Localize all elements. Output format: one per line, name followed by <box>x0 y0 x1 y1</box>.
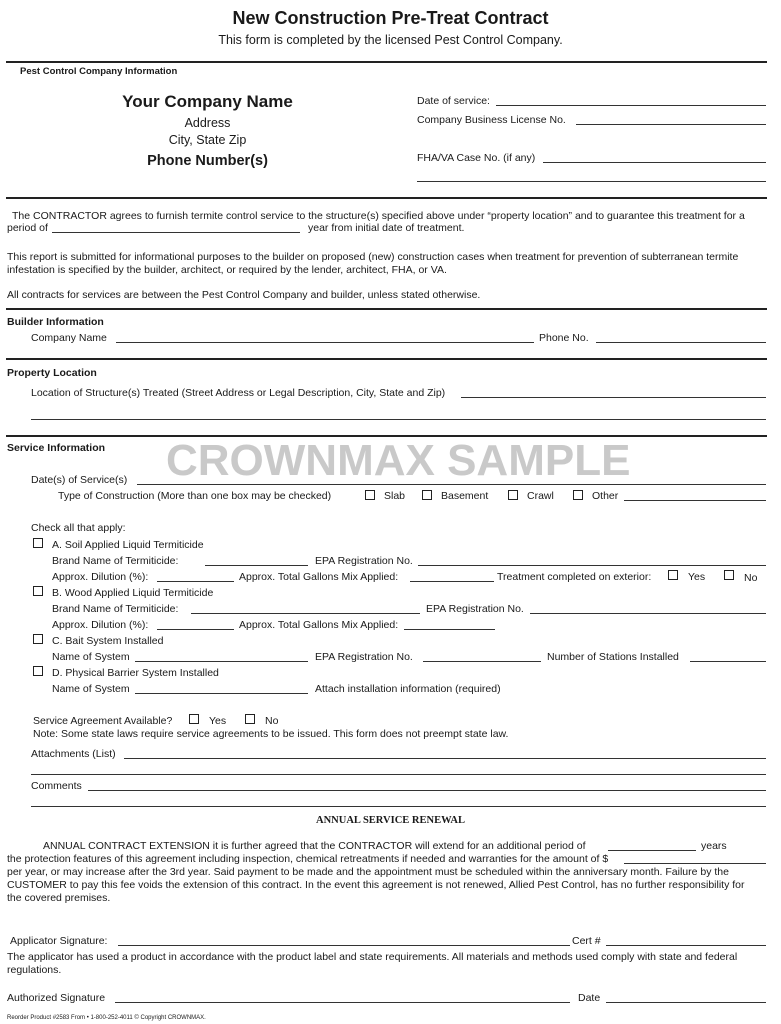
renewal-line3: per year, or may increase after the 3rd year. Said payment to be made and the appointment must be scheduled within the anniversary month. Failure by the <box>7 866 729 878</box>
agreement-yes-label: Yes <box>209 715 227 727</box>
comments-field[interactable] <box>88 790 766 791</box>
intro-paragraph-3: All contracts for services are between the Pest Control Company and builder, unless stated otherwise. <box>7 289 481 301</box>
service-dates-label: Date(s) of Service(s) <box>31 474 128 486</box>
option-c-label: C. Bait System Installed <box>52 635 164 647</box>
renewal-line1: ANNUAL CONTRACT EXTENSION it is further agreed that the CONTRACTOR will extend for an additional period of <box>43 840 586 852</box>
guarantee-period-field[interactable] <box>52 232 300 233</box>
b-brand-field[interactable] <box>191 613 420 614</box>
company-address: Address <box>184 116 231 130</box>
basement-checkbox[interactable] <box>422 490 432 500</box>
crawl-label: Crawl <box>527 490 554 502</box>
a-brand-label: Brand Name of Termiticide: <box>52 555 179 567</box>
attachments-label: Attachments (List) <box>31 748 116 760</box>
basement-label: Basement <box>441 490 489 502</box>
b-dilution-label: Approx. Dilution (%): <box>52 619 149 631</box>
builder-phone-field[interactable] <box>596 342 766 343</box>
service-dates-field[interactable] <box>137 484 766 485</box>
fha-field[interactable] <box>543 162 766 163</box>
option-b-checkbox[interactable] <box>33 586 43 596</box>
b-gallons-field[interactable] <box>404 629 495 630</box>
b-brand-label: Brand Name of Termiticide: <box>52 603 179 615</box>
builder-heading: Builder Information <box>7 316 104 328</box>
service-heading: Service Information <box>7 442 106 454</box>
sample-watermark: CROWNMAX SAMPLE <box>166 436 631 485</box>
c-epa-field[interactable] <box>423 661 541 662</box>
builder-company-label: Company Name <box>31 332 107 344</box>
page-subtitle: This form is completed by the licensed Pest Control Company. <box>218 33 563 47</box>
agreement-label: Service Agreement Available? <box>33 715 173 727</box>
date-label: Date <box>578 992 601 1004</box>
cert-field[interactable] <box>606 945 766 946</box>
b-epa-field[interactable] <box>530 613 766 614</box>
renewal-amount-field[interactable] <box>624 863 766 864</box>
a-gallons-label: Approx. Total Gallons Mix Applied: <box>239 571 399 583</box>
crawl-checkbox[interactable] <box>508 490 518 500</box>
attachments-field[interactable] <box>124 758 766 759</box>
builder-phone-label: Phone No. <box>539 332 589 344</box>
b-gallons-label: Approx. Total Gallons Mix Applied: <box>239 619 399 631</box>
option-a-label: A. Soil Applied Liquid Termiticide <box>52 539 204 551</box>
location-field[interactable] <box>461 397 766 398</box>
intro-paragraph-2-line2: infestation is specified by the builder, architect, or required by the lender, architect, FHA, or VA. <box>7 264 447 276</box>
applicator-label: Applicator Signature: <box>10 935 108 947</box>
page-title: New Construction Pre-Treat Contract <box>232 8 549 28</box>
company-section-heading: Pest Control Company Information <box>20 66 178 77</box>
b-dilution-field[interactable] <box>157 629 234 630</box>
intro-paragraph-2-line1: This report is submitted for informational purposes to the builder on proposed (new) construction cases when treatment for prevention of subterranean termite <box>7 251 739 263</box>
cert-label: Cert # <box>572 935 601 947</box>
slab-label: Slab <box>384 490 406 502</box>
a-dilution-label: Approx. Dilution (%): <box>52 571 149 583</box>
other-label: Other <box>592 490 619 502</box>
a-dilution-field[interactable] <box>157 581 234 582</box>
intro-paragraph-1: The CONTRACTOR agrees to furnish termite control service to the structure(s) specified above under “property location” and to guarantee this treatment for a <box>12 210 745 222</box>
footer-reorder: Reorder Product #2583 From • 1-800-252-4011 © Copyright CROWNMAX. <box>7 1015 206 1021</box>
exterior-yes-checkbox[interactable] <box>668 570 678 580</box>
location-field-line2[interactable] <box>31 419 766 420</box>
attachments-field-line2[interactable] <box>31 774 766 775</box>
agreement-no-checkbox[interactable] <box>245 714 255 724</box>
intro-period-tail: year from initial date of treatment. <box>308 222 465 234</box>
c-stations-label: Number of Stations Installed <box>547 651 679 663</box>
slab-checkbox[interactable] <box>365 490 375 500</box>
date-of-service-label: Date of service: <box>417 95 490 107</box>
renewal-line4: CUSTOMER to pay this fee voids the extension of this contract. In the event this agreement is not renewed, Allied Pest Control, has no further responsibility for <box>7 879 745 891</box>
c-system-field[interactable] <box>135 661 308 662</box>
a-brand-field[interactable] <box>205 565 308 566</box>
builder-company-field[interactable] <box>116 342 534 343</box>
renewal-years: years <box>701 840 727 852</box>
renewal-period-field[interactable] <box>608 850 696 851</box>
a-gallons-field[interactable] <box>410 581 494 582</box>
option-d-label: D. Physical Barrier System Installed <box>52 667 219 679</box>
license-field[interactable] <box>576 124 766 125</box>
exterior-yes-label: Yes <box>688 571 706 583</box>
option-d-checkbox[interactable] <box>33 666 43 676</box>
applicator-statement-line2: regulations. <box>7 964 62 976</box>
d-system-field[interactable] <box>135 693 308 694</box>
a-exterior-label: Treatment completed on exterior: <box>497 571 652 583</box>
check-all-label: Check all that apply: <box>31 522 126 534</box>
d-attach-label: Attach installation information (required) <box>315 683 501 695</box>
exterior-no-label: No <box>744 572 758 584</box>
c-system-label: Name of System <box>52 651 130 663</box>
company-name: Your Company Name <box>122 92 293 111</box>
intro-period-label: period of <box>7 222 48 234</box>
d-system-label: Name of System <box>52 683 130 695</box>
option-b-label: B. Wood Applied Liquid Termiticide <box>52 587 214 599</box>
location-label: Location of Structure(s) Treated (Street Address or Legal Description, City, State and Zip) <box>31 387 446 399</box>
agreement-yes-checkbox[interactable] <box>189 714 199 724</box>
c-stations-field[interactable] <box>690 661 766 662</box>
renewal-line2: the protection features of this agreement including inspection, chemical retreatments if needed and warranties for the amount of $ <box>7 853 609 865</box>
comments-label: Comments <box>31 780 82 792</box>
other-checkbox[interactable] <box>573 490 583 500</box>
a-epa-field[interactable] <box>418 565 766 566</box>
authorized-label: Authorized Signature <box>7 992 106 1004</box>
a-epa-label: EPA Registration No. <box>315 555 413 567</box>
other-field[interactable] <box>624 500 766 501</box>
date-field[interactable] <box>606 1002 766 1003</box>
b-epa-label: EPA Registration No. <box>426 603 524 615</box>
fha-label: FHA/VA Case No. (if any) <box>417 152 536 164</box>
company-phone: Phone Number(s) <box>147 153 268 169</box>
agreement-no-label: No <box>265 715 279 727</box>
construction-type-label: Type of Construction (More than one box may be checked) <box>58 490 332 502</box>
exterior-no-checkbox[interactable] <box>724 570 734 580</box>
option-c-checkbox[interactable] <box>33 634 43 644</box>
authorized-signature-field[interactable] <box>115 1002 570 1003</box>
agreement-note: Note: Some state laws require service agreements to be issued. This form does not preempt state law. <box>33 728 509 740</box>
renewal-heading: ANNUAL SERVICE RENEWAL <box>316 815 465 826</box>
comments-field-line2[interactable] <box>31 806 766 807</box>
c-epa-label: EPA Registration No. <box>315 651 413 663</box>
option-a-checkbox[interactable] <box>33 538 43 548</box>
renewal-line5: the covered premises. <box>7 892 111 904</box>
date-of-service-field[interactable] <box>496 105 766 106</box>
applicator-statement-line1: The applicator has used a product in accordance with the product label and state requirements. All materials and methods used comply with state and federal <box>7 951 738 963</box>
property-heading: Property Location <box>7 367 97 379</box>
company-city-state-zip: City, State Zip <box>168 133 247 147</box>
applicator-signature-field[interactable] <box>118 945 570 946</box>
license-label: Company Business License No. <box>417 114 566 126</box>
fha-field-extra[interactable] <box>417 181 766 182</box>
